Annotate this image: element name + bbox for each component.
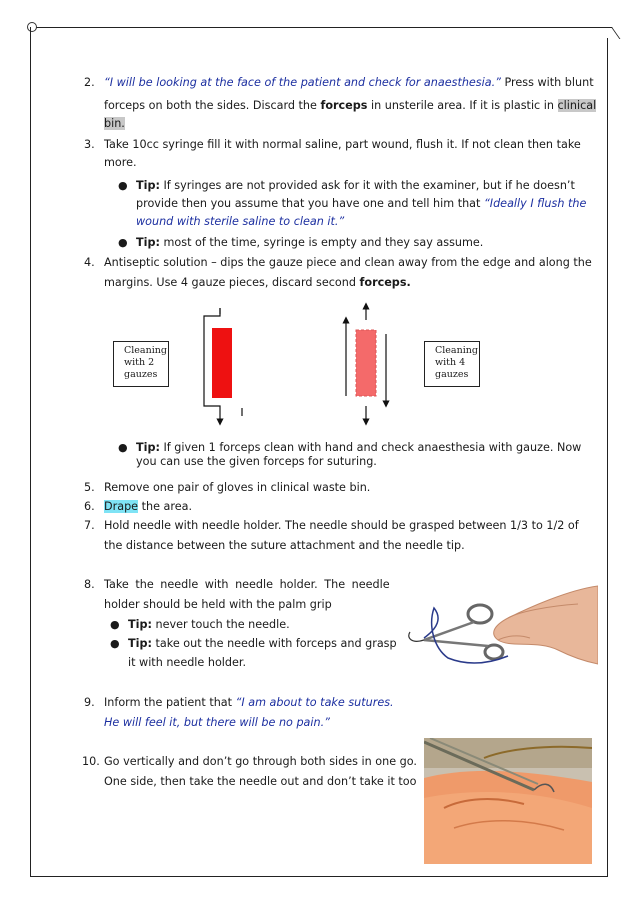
page-border-right	[607, 38, 608, 876]
highlighted-text: clinical	[557, 99, 597, 112]
item-number: 2.	[84, 76, 95, 89]
text: margins. Use 4 gauze pieces, discard second	[104, 276, 360, 289]
text: If given 1 forceps clean with hand and check anaesthesia with gauze. Now	[159, 441, 582, 454]
page-border-left	[30, 27, 31, 876]
caption-cleaning-4-gauzes	[424, 341, 480, 387]
text: provide then you assume that you have one and tell him that	[136, 197, 484, 210]
caption-cleaning-2-gauzes	[113, 341, 169, 387]
highlighted-text: bin.	[104, 117, 125, 130]
bold-text: forceps.	[359, 276, 411, 289]
item-4-line-1: Antiseptic solution – dips the gauze piece and clean away from the edge and along the	[104, 256, 592, 269]
tip-label: Tip:	[136, 179, 160, 192]
incision-pink	[356, 330, 376, 396]
tip-line	[128, 618, 290, 632]
text: never touch the needle.	[151, 618, 290, 631]
suture-pad-photo	[424, 738, 592, 864]
item-4-line-2	[104, 276, 411, 290]
bullet-dot: ●	[110, 637, 120, 650]
caption-text: with 4	[435, 357, 466, 368]
cleaning-diagram	[190, 300, 410, 430]
bullet-dot: ●	[110, 618, 120, 631]
item-5-text: Remove one pair of gloves in clinical waste bin.	[104, 481, 371, 494]
item-number: 9.	[84, 696, 95, 709]
item-9-line-2: He will feel it, but there will be no pain.”	[104, 716, 330, 729]
tip-line	[128, 637, 397, 651]
page-border-bottom	[30, 876, 608, 877]
text: If syringes are not provided ask for it with the examiner, but if he doesn’t	[159, 179, 575, 192]
tip-label: Tip:	[128, 637, 152, 650]
item-3-line-2: more.	[104, 156, 137, 169]
caption-text: Cleaning	[435, 345, 478, 356]
page-border-curl	[27, 22, 37, 32]
quote: “I will be looking at the face of the patient and check for anaesthesia.”	[104, 76, 501, 89]
incision-red	[212, 328, 232, 398]
item-number: 8.	[84, 578, 95, 591]
item-2-line-2	[104, 99, 596, 113]
tip-label: Tip:	[136, 441, 160, 454]
item-number: 6.	[84, 500, 95, 513]
item-number: 5.	[84, 481, 95, 494]
caption-text: gauzes	[124, 369, 158, 380]
page-border-fold	[598, 27, 620, 39]
item-number: 10.	[82, 755, 100, 768]
caption-text: with 2	[124, 357, 155, 368]
tip-line: wound with sterile saline to clean it.”	[136, 215, 345, 228]
item-8-line-1: Take the needle with needle holder. The needle	[104, 578, 390, 591]
item-10-line-1: Go vertically and don’t go through both sides in one go.	[104, 755, 417, 768]
tip-label: Tip:	[136, 236, 160, 249]
tip-line	[136, 236, 483, 250]
highlighted-text: Drape	[104, 500, 139, 513]
caption-text: Cleaning	[124, 345, 167, 356]
item-10-line-2: One side, then take the needle out and don’t take it too	[104, 775, 417, 788]
item-2-line-1	[104, 76, 594, 90]
item-8-line-2: holder should be held with the palm grip	[104, 598, 332, 611]
item-7-line-1: Hold needle with needle holder. The needle should be grasped between 1/3 to 1/2 of	[104, 519, 579, 532]
quote: “I am about to take sutures.	[235, 696, 394, 709]
item-number: 7.	[84, 519, 95, 532]
item-3-line-1: Take 10cc syringe fill it with normal saline, part wound, flush it. If not clean then take	[104, 138, 581, 151]
tip-line	[136, 441, 581, 455]
text: in unsterile area. If it is plastic in	[367, 99, 558, 112]
bullet-dot: ●	[118, 441, 128, 454]
text: take out the needle with forceps and grasp	[151, 637, 397, 650]
tip-line: you can use the given forceps for suturing.	[136, 455, 377, 468]
text: Inform the patient that	[104, 696, 236, 709]
needle-holder-hand-image	[398, 578, 598, 668]
text: the area.	[138, 500, 193, 513]
item-number: 3.	[84, 138, 95, 151]
tip-line: it with needle holder.	[128, 656, 247, 669]
quote: “Ideally I flush the	[483, 197, 587, 210]
item-number: 4.	[84, 256, 95, 269]
item-6-text	[104, 500, 192, 514]
bold-text: forceps	[320, 99, 368, 112]
caption-text: gauzes	[435, 369, 469, 380]
bullet-dot: ●	[118, 236, 128, 249]
text: Press with blunt	[500, 76, 594, 89]
text: forceps on both the sides. Discard the	[104, 99, 321, 112]
item-9-line-1	[104, 696, 394, 710]
tip-line	[136, 179, 575, 193]
tip-line	[136, 197, 586, 211]
item-2-line-3	[104, 117, 125, 131]
item-7-line-2: the distance between the suture attachment and the needle tip.	[104, 539, 465, 552]
text: most of the time, syringe is empty and they say assume.	[159, 236, 484, 249]
tip-label: Tip:	[128, 618, 152, 631]
page-border-top	[34, 27, 600, 28]
bullet-dot: ●	[118, 179, 128, 192]
